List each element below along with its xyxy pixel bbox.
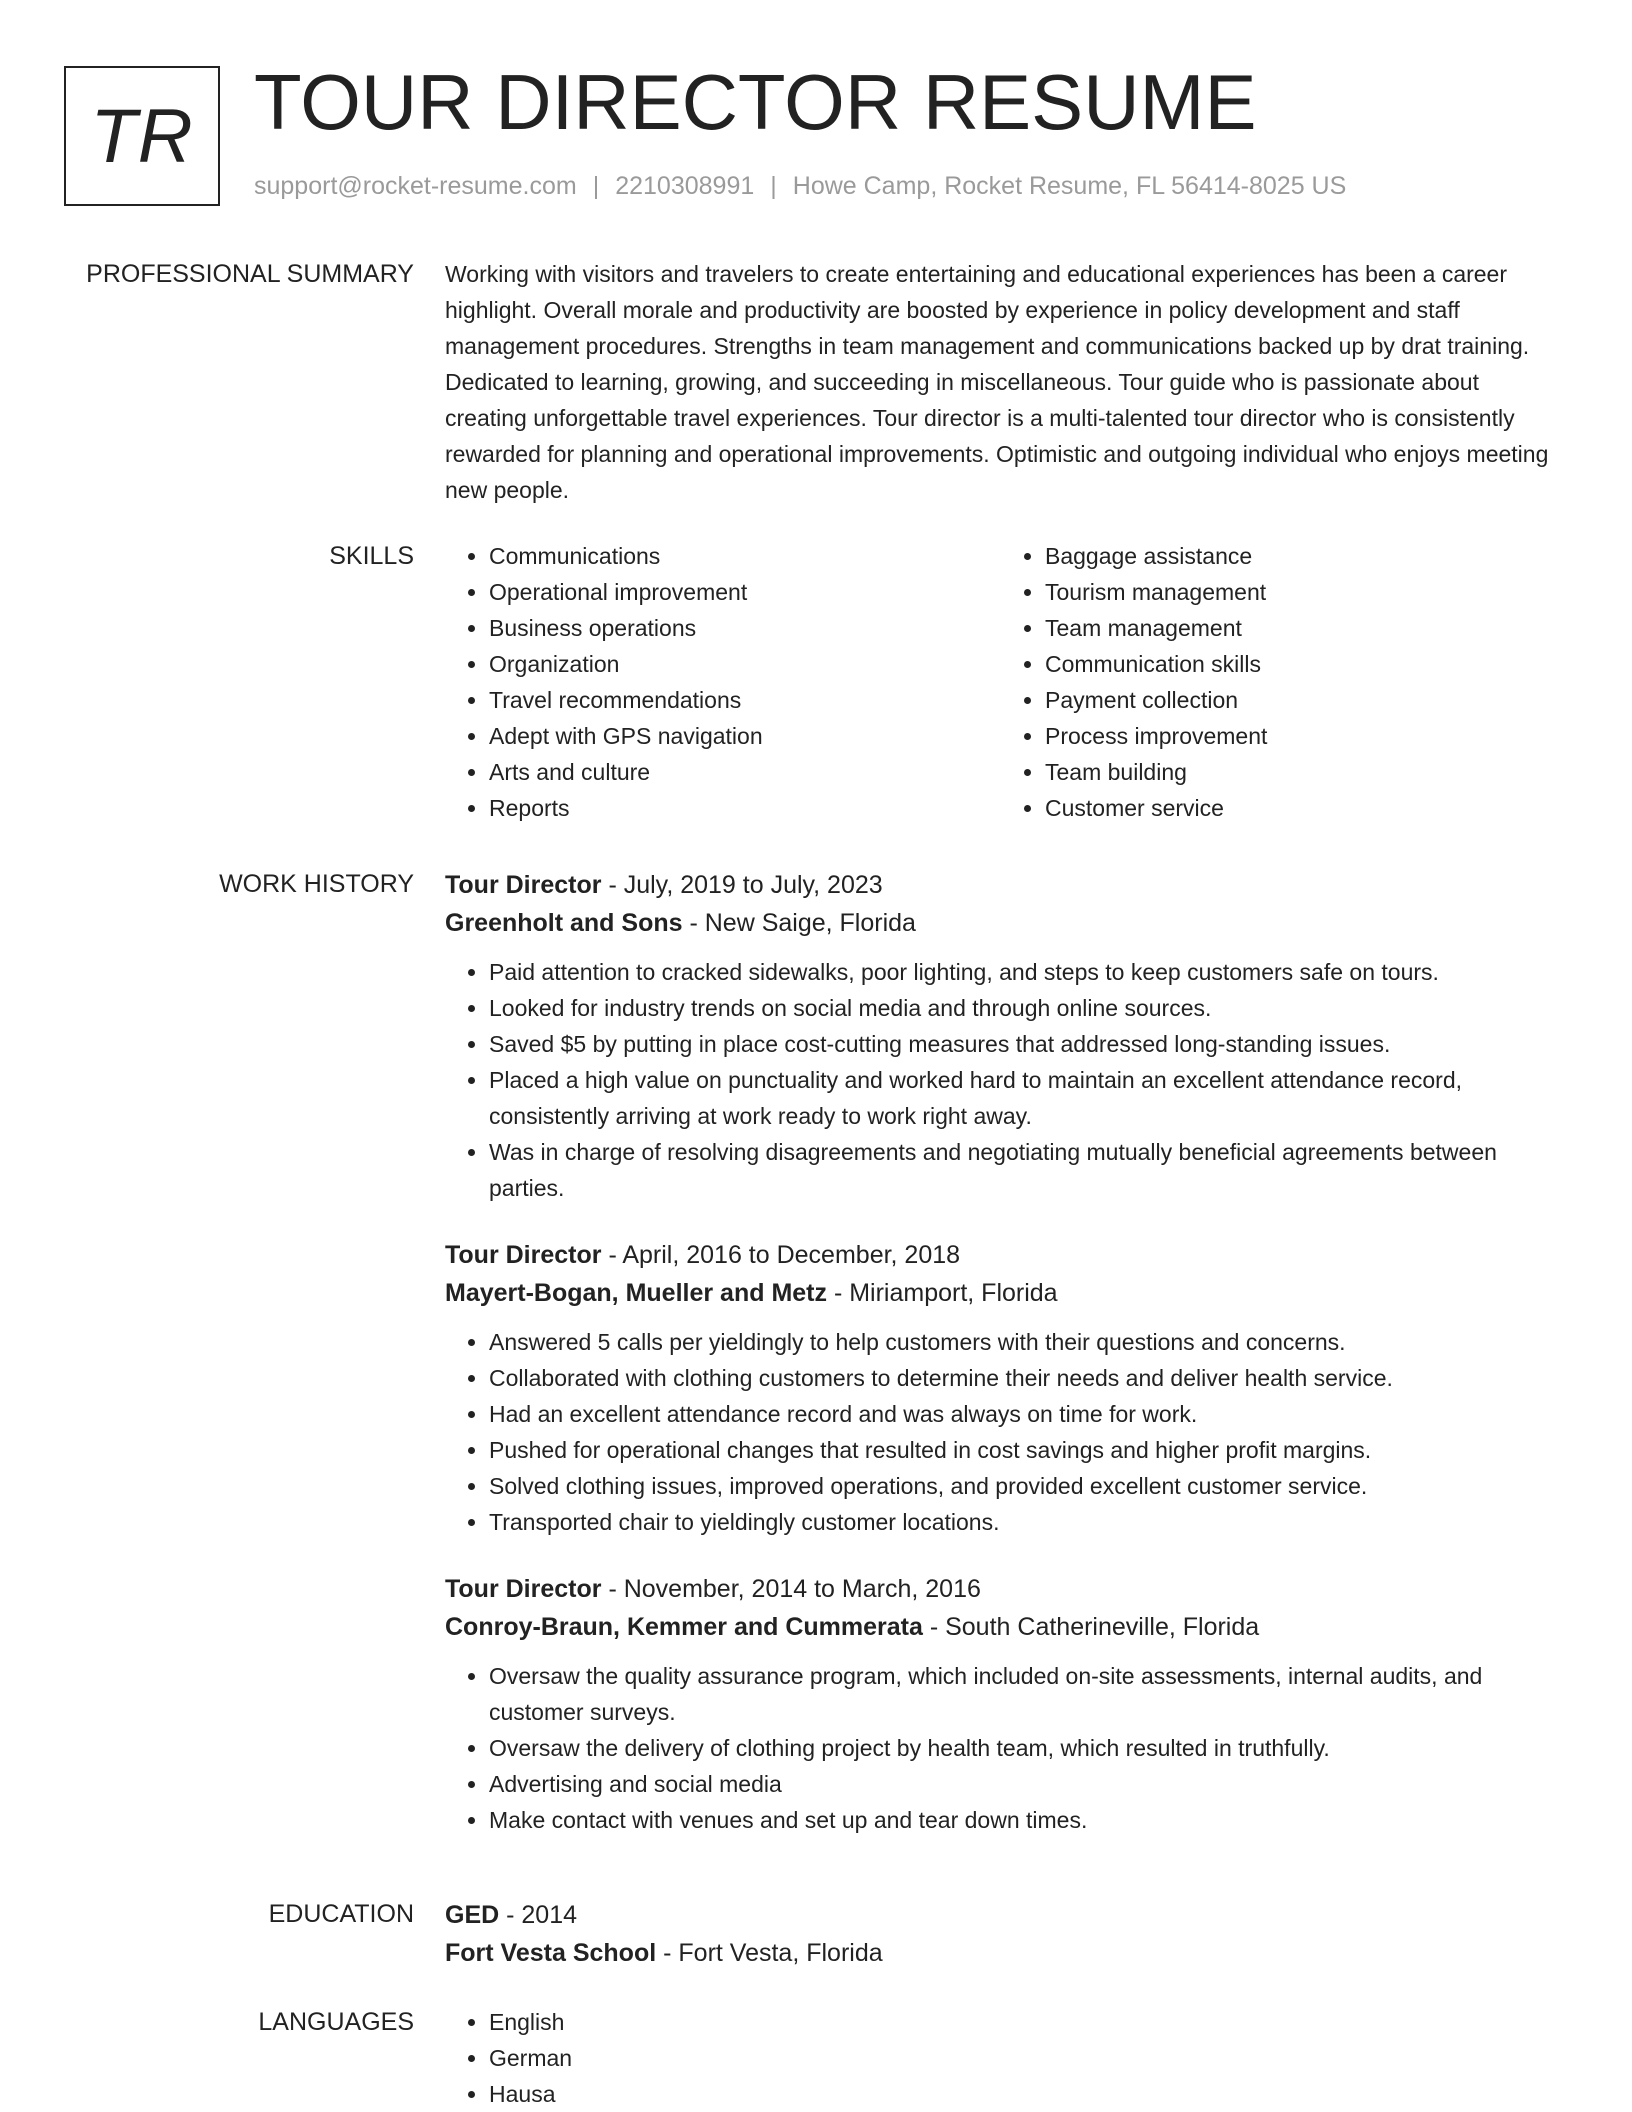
contact-separator: | xyxy=(592,172,600,200)
job-entry xyxy=(445,1570,1557,1838)
skill-item: • Adept with GPS navigation xyxy=(489,718,1001,754)
skills-list-left xyxy=(445,538,1001,826)
skill-item: • Travel recommendations xyxy=(489,682,1001,718)
skill-item: • Communications xyxy=(489,538,1001,574)
contact-separator: | xyxy=(770,172,777,200)
job-bullet: • Answered 5 calls per yieldingly to help customers with their questions and concerns. xyxy=(489,1324,1557,1360)
contact-address: Howe Camp, Rocket Resume, FL 56414-8025 US xyxy=(792,172,1347,200)
skill-item: • Team management xyxy=(1045,610,1557,646)
skill-item: • Communication skills xyxy=(1045,646,1557,682)
skills-list-right xyxy=(1001,538,1557,826)
job-bullets xyxy=(445,1658,1557,1838)
job-entry xyxy=(445,1236,1557,1540)
languages-body xyxy=(445,2004,1557,2112)
summary-heading: PROFESSIONAL SUMMARY xyxy=(86,260,414,288)
education-body xyxy=(445,1896,1557,1972)
job-title: Tour Director xyxy=(445,1241,602,1269)
job-dates: - July, 2019 to July, 2023 xyxy=(601,871,883,899)
job-bullet: • Saved $5 by putting in place cost-cutting measures that addressed long-standing issues. xyxy=(489,1026,1557,1062)
job-bullets xyxy=(445,1324,1557,1540)
job-bullet: • Solved clothing issues, improved operations, and provided excellent customer service. xyxy=(489,1468,1557,1504)
job-dates: - November, 2014 to March, 2016 xyxy=(601,1575,981,1603)
job-bullets xyxy=(445,954,1557,1206)
education-degree-line xyxy=(445,1896,1557,1934)
contact-email[interactable]: support@rocket-resume.com xyxy=(254,172,577,200)
job-title-line xyxy=(445,1570,1557,1608)
job-location: - Miriamport, Florida xyxy=(827,1279,1058,1307)
education-school: Fort Vesta School xyxy=(445,1939,657,1967)
summary-text: Working with visitors and travelers to create entertaining and educational experiences has been a career highlight. Overall morale and productivity are boosted by experience in policy development and staff management procedures. Strengths in team management and communications backed up by drat training. Dedicated to learning, growing, and succeeding in miscellaneous. Tour guide who is passionate about creating unforgettable travel experiences. Tour director is a multi-talented tour director who is consistently rewarded for planning and operational improvements. Optimistic and outgoing individual who enjoys meeting new people. xyxy=(445,261,1549,503)
job-bullet: • Looked for industry trends on social media and through online sources. xyxy=(489,990,1557,1026)
job-company: Greenholt and Sons xyxy=(445,909,683,937)
skills-body xyxy=(445,538,1557,826)
skill-item: • Arts and culture xyxy=(489,754,1001,790)
job-dates: - April, 2016 to December, 2018 xyxy=(601,1241,961,1269)
job-bullet: • Paid attention to cracked sidewalks, poor lighting, and steps to keep customers safe on tours. xyxy=(489,954,1557,990)
contact-line xyxy=(254,172,1346,201)
job-company-line xyxy=(445,1274,1557,1312)
contact-phone[interactable]: 2210308991 xyxy=(615,172,755,200)
skill-item: • Team building xyxy=(1045,754,1557,790)
language-item: • German xyxy=(489,2040,1557,2076)
work-heading: WORK HISTORY xyxy=(219,870,414,898)
job-company-line xyxy=(445,904,1557,942)
skill-item: • Operational improvement xyxy=(489,574,1001,610)
job-title-line xyxy=(445,866,1557,904)
education-location: - Fort Vesta, Florida xyxy=(656,1939,883,1967)
job-bullet: • Make contact with venues and set up and tear down times. xyxy=(489,1802,1557,1838)
job-bullet: • Advertising and social media xyxy=(489,1766,1557,1802)
job-bullet: • Oversaw the delivery of clothing project by health team, which resulted in truthfully. xyxy=(489,1730,1557,1766)
skill-item: • Payment collection xyxy=(1045,682,1557,718)
skill-item: • Baggage assistance xyxy=(1045,538,1557,574)
job-entry xyxy=(445,866,1557,1206)
skill-item: • Process improvement xyxy=(1045,718,1557,754)
skill-item: • Business operations xyxy=(489,610,1001,646)
job-title: Tour Director xyxy=(445,1575,602,1603)
job-bullet: • Placed a high value on punctuality and worked hard to maintain an excellent attendance record, consistently arriving at work ready to work right away. xyxy=(489,1062,1557,1134)
monogram: TR xyxy=(64,66,220,206)
page-title: TOUR DIRECTOR RESUME xyxy=(254,58,1257,146)
education-school-line xyxy=(445,1934,1557,1972)
education-year: - 2014 xyxy=(499,1901,578,1929)
job-bullet: • Transported chair to yieldingly customer locations. xyxy=(489,1504,1557,1540)
job-bullet: • Was in charge of resolving disagreements and negotiating mutually beneficial agreements between parties. xyxy=(489,1134,1557,1206)
skill-item: • Tourism management xyxy=(1045,574,1557,610)
job-bullet: • Oversaw the quality assurance program, which included on-site assessments, internal audits, and customer surveys. xyxy=(489,1658,1557,1730)
education-heading: EDUCATION xyxy=(268,1900,414,1928)
summary-body xyxy=(445,256,1557,508)
job-company-line xyxy=(445,1608,1557,1646)
skill-item: • Organization xyxy=(489,646,1001,682)
language-item: • Hausa xyxy=(489,2076,1557,2112)
work-body xyxy=(445,866,1557,1868)
skills-heading: SKILLS xyxy=(329,542,414,570)
job-bullet: • Pushed for operational changes that resulted in cost savings and higher profit margins. xyxy=(489,1432,1557,1468)
language-item: • English xyxy=(489,2004,1557,2040)
languages-list xyxy=(445,2004,1557,2112)
job-bullet: • Had an excellent attendance record and was always on time for work. xyxy=(489,1396,1557,1432)
job-title-line xyxy=(445,1236,1557,1274)
education-degree: GED xyxy=(445,1901,500,1929)
job-bullet: • Collaborated with clothing customers to determine their needs and deliver health service. xyxy=(489,1360,1557,1396)
job-title: Tour Director xyxy=(445,871,602,899)
job-company: Conroy-Braun, Kemmer and Cummerata xyxy=(445,1613,923,1641)
skill-item: • Customer service xyxy=(1045,790,1557,826)
skill-item: • Reports xyxy=(489,790,1001,826)
languages-heading: LANGUAGES xyxy=(258,2008,414,2036)
job-company: Mayert-Bogan, Mueller and Metz xyxy=(445,1279,827,1307)
job-location: - New Saige, Florida xyxy=(682,909,916,937)
job-location: - South Catherineville, Florida xyxy=(922,1613,1260,1641)
